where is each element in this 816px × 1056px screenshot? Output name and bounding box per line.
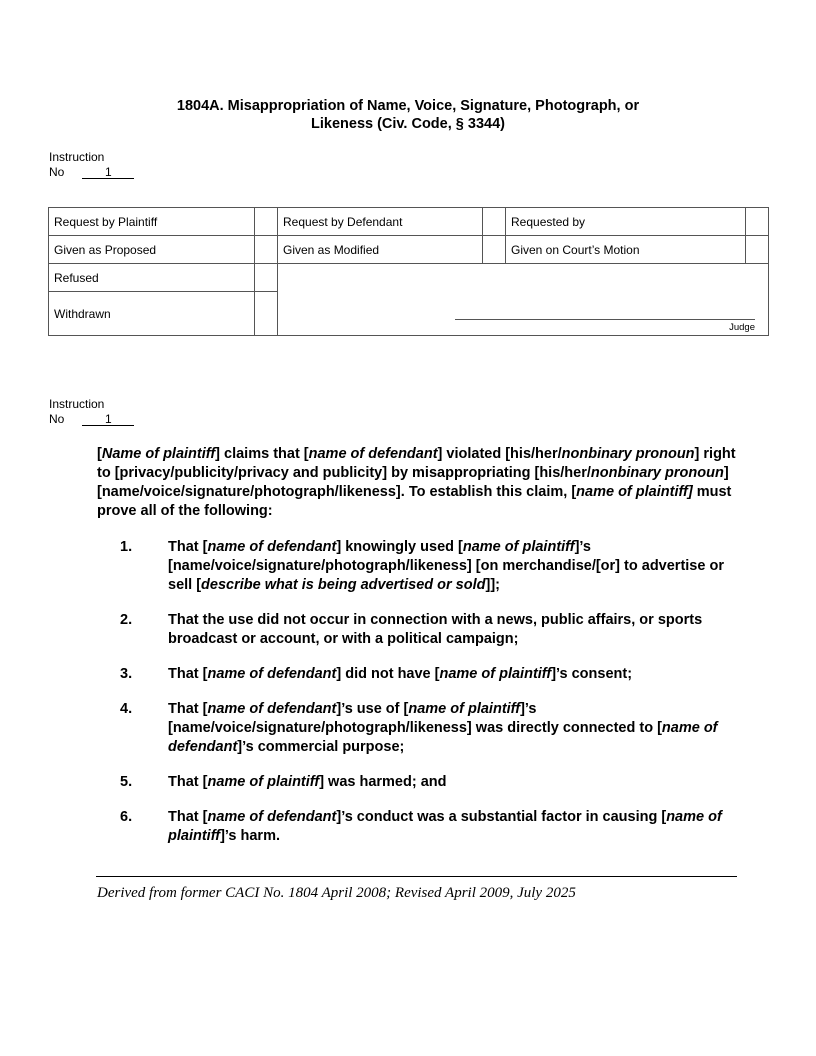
given-as-modified-label: Given as Modified [278,236,483,264]
instruction-label: Instruction [49,150,105,164]
element-item [97,665,737,684]
refused-label: Refused [49,264,255,292]
instruction-body-no-label: No [49,411,65,426]
placeholder-name-of-plaintiff: name of plaintiff [439,666,552,682]
element-text: ]’s harm. [220,828,280,844]
withdrawn-label: Withdrawn [49,292,255,336]
elements-list [97,538,737,846]
request-by-plaintiff-label: Request by Plaintiff [49,208,255,236]
placeholder-name-of-defendant: name of defendant [207,539,337,555]
element-text: That [ [168,539,208,555]
element-text: That the use did not occur in connection with a news, public affairs, or sports broadcast or account, or with a political campaign; [168,612,703,647]
placeholder-name-of-plaintiff: name of plaintiff [408,701,521,717]
element-text: That [ [168,774,208,790]
request-table [48,207,769,336]
intro-text-5: must prove all of the following: [97,484,732,519]
intro-text-4: ] [name/voice/signature/photograph/likeness]. To establish this claim, [ [97,465,729,500]
instruction-number-header [49,150,134,179]
element-text: ]’s conduct was a substantial factor in causing [ [336,809,667,825]
instruction-number: 1 [82,166,134,179]
placeholder-name-of-defendant: name of defendant [207,666,337,682]
instruction-body-number: 1 [82,413,134,426]
element-item [97,700,737,757]
element-number: 3. [120,666,133,682]
placeholder-name-of-plaintiff: name of plaintiff [168,809,722,844]
intro-text-1: ] claims that [ [215,446,309,462]
given-as-modified-checkbox[interactable] [483,236,506,264]
request-by-defendant-checkbox[interactable] [483,208,506,236]
derived-note: Derived from former CACI No. 1804 April 2008; Revised April 2009, July 2025 [97,885,576,901]
judge-signature-line[interactable] [455,319,755,320]
placeholder-name-of-plaintiff: Name of plaintiff [101,446,216,462]
given-on-courts-motion-label: Given on Court’s Motion [506,236,746,264]
placeholder-name-of-defendant: name of defendant [207,809,337,825]
instruction-body-label: Instruction [49,397,105,411]
instruction-body [97,445,737,862]
element-text: ] did not have [ [336,666,440,682]
element-number: 5. [120,774,133,790]
given-as-proposed-label: Given as Proposed [49,236,255,264]
element-text: ]’s use of [ [336,701,409,717]
element-text: ]’s consent; [551,666,633,682]
judge-signature-area [278,264,769,336]
placeholder-name-of-defendant: name of defendant [308,446,438,462]
refused-checkbox[interactable] [255,264,278,292]
element-number: 6. [120,809,133,825]
requested-by-label: Requested by [506,208,746,236]
instruction-no-label: No [49,164,65,179]
intro-text-2: ] violated [his/her/ [437,446,562,462]
element-text: That [ [168,809,208,825]
element-item [97,773,737,792]
title-line-2: Likeness (Civ. Code, § 3344) [311,116,505,132]
element-text: That [ [168,666,208,682]
given-on-courts-motion-checkbox[interactable] [746,236,769,264]
element-text: ] was harmed; and [319,774,447,790]
element-text: ]’s [name/voice/signature/photograph/likeness] [on merchandise/[or] to advertise or sell [ [168,539,724,593]
element-text: That [ [168,701,208,717]
placeholder-name-of-plaintiff: name of plaintiff] [576,484,693,500]
request-by-defendant-label: Request by Defendant [278,208,483,236]
judge-label: Judge [729,322,755,333]
element-item [97,538,737,595]
placeholder-name-of-defendant: name of defendant [168,720,718,755]
intro-paragraph: [Name of plaintiff] claims that [name of defendant] violated [his/her/nonbinary pronoun] right to [privacy/publicity/privacy and publicity] by misappropriating [his/her/nonbinary pronoun] [name/voice/signature/photograph/likeness]. To establish this claim, [name of plaintiff] must prove all of the following: [97,446,736,519]
element-text: ]’s commercial purpose; [237,739,405,755]
given-as-proposed-checkbox[interactable] [255,236,278,264]
element-number: 4. [120,701,133,717]
placeholder-name-of-plaintiff: name of plaintiff [207,774,320,790]
placeholder-name-of-defendant: name of defendant [207,701,337,717]
element-text: ]’s [name/voice/signature/photograph/likeness] was directly connected to [ [168,701,662,736]
instruction-body-number-header [49,397,134,426]
element-text: ] knowingly used [ [336,539,463,555]
element-text: ]]; [485,577,500,593]
title-line-1: 1804A. Misappropriation of Name, Voice, Signature, Photograph, or [176,98,640,114]
element-item [97,808,737,846]
element-number: 2. [120,612,133,628]
element-item [97,611,737,649]
placeholder-name-of-plaintiff: name of plaintiff [462,539,575,555]
requested-by-checkbox[interactable] [746,208,769,236]
request-by-plaintiff-checkbox[interactable] [255,208,278,236]
placeholder-nonbinary-pronoun: nonbinary pronoun [590,465,724,481]
intro-text-3: ] right to [privacy/publicity/privacy and publicity] by misappropriating [his/her/ [97,446,736,481]
withdrawn-checkbox[interactable] [255,292,278,336]
placeholder-describe-advertised: describe what is being advertised or sold [201,577,486,593]
placeholder-nonbinary-pronoun: nonbinary pronoun [561,446,695,462]
page-title [100,97,716,133]
footer-divider [96,876,737,877]
element-number: 1. [120,539,133,555]
